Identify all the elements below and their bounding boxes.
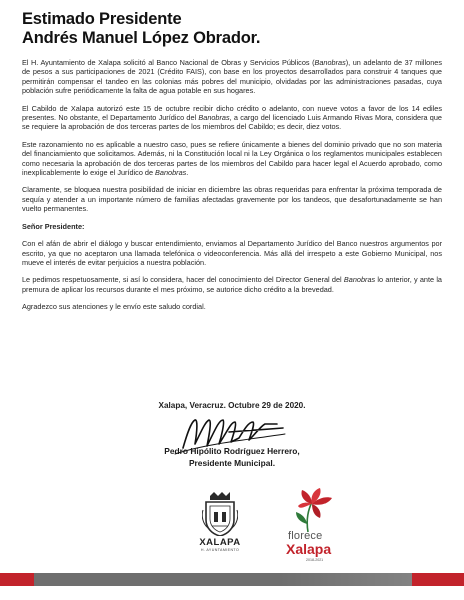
signer-name: Pedro Hipólito Rodríguez Herrero,: [164, 446, 300, 456]
signer-block: [0, 445, 464, 469]
letter-heading: [22, 10, 260, 48]
florece-xalapa-logo: [278, 488, 348, 568]
footer-accent-left: [0, 573, 34, 586]
xalapa-ayuntamiento-logo: [194, 492, 246, 564]
heading-line-2: Andrés Manuel López Obrador.: [22, 29, 261, 47]
paragraph-3: Este razonamiento no es aplicable a nuestro caso, pues se refiere únicamente a bienes del dominio privado que no son materia del financiamiento que solicitamos. Además, ni la Constitución local ni la Ley Orgánica o los reglamentos municipales establecen como necesaria la aprobación de dos terceras partes de los miembros del Cabildo para hacer legal el Acuerdo aprobado, como inexplicablemente lo exige el Jurídico de Banobras.: [22, 139, 442, 178]
letter-body: [22, 58, 442, 320]
salutation-subhead: Señor Presidente:: [22, 221, 85, 231]
paragraph-5: Con el afán de abrir el diálogo y buscar entendimiento, enviamos al Departamento Jurídico del Banco nuestros argumentos por escrito, ya que no aceptaron una llamada telefónica o videoconferencia. Más allá del irrespeto a este Gobierno Municipal, nos mueve el interés de evitar perjuicios a nuestra población.: [22, 239, 442, 267]
footer-bar: [0, 573, 464, 586]
paragraph-6: Le pedimos respetuosamente, si así lo considera, hacer del conocimiento del Director General del Banobras lo anterior, y ante la premura de aplicar los recursos durante el mes próximo, se autorice dicho crédito a la brevedad.: [22, 275, 442, 294]
paragraph-1: El H. Ayuntamiento de Xalapa solicitó al Banco Nacional de Obras y Servicios Públicos (Banobras), un adelanto de 37 millones de pesos a sus participaciones de 2021 (Crédito FAIS), con base en los proyectos desarrollados para construir 4 tanques que permitirán compensar el tandeo en las colonias más pobres del municipio, olvidadas por las administraciones pasadas, cuya población sufre periódicamente la falta de agua potable en sus hogares.: [22, 58, 442, 96]
paragraph-2: El Cabildo de Xalapa autorizó este 15 de octubre recibir dicho crédito o adelanto, con nueve votos a favor de los 14 ediles presentes. No obstante, el Departamento Jurídico del Banobras, a cargo del licenciado Luis Armando Rivas Mora, considera que se requiere la aprobación de dos terceras partes de los miembros del Cabildo; es decir, diez votos.: [22, 103, 442, 132]
flower-icon: [278, 488, 348, 534]
xalapa-crest-icon: [202, 492, 238, 536]
xalapa-logo-name: XALAPA: [199, 537, 241, 548]
footer-accent-right: [412, 573, 464, 586]
closing-paragraph: Agradezco sus atenciones y le envío este saludo cordial.: [22, 302, 206, 312]
date-line: Xalapa, Veracruz. Octubre 29 de 2020.: [158, 401, 306, 410]
signer-title: Presidente Municipal.: [188, 458, 276, 468]
florece-logo-word: florece: [288, 530, 323, 542]
heading-line-1: Estimado Presidente: [22, 10, 182, 28]
florece-logo-years: 2018-2021: [306, 558, 324, 562]
florece-logo-city: Xalapa: [286, 541, 332, 557]
xalapa-logo-subtitle: H. AYUNTAMIENTO: [200, 548, 240, 552]
paragraph-4: Claramente, se bloquea nuestra posibilidad de iniciar en diciembre las obras requeridas para enfrentar la próxima temporada de sequía y atender a un importante número de familias afectadas gravemente por los tandeos, que desafortunadamente se han vuelto permanentes.: [22, 185, 442, 214]
